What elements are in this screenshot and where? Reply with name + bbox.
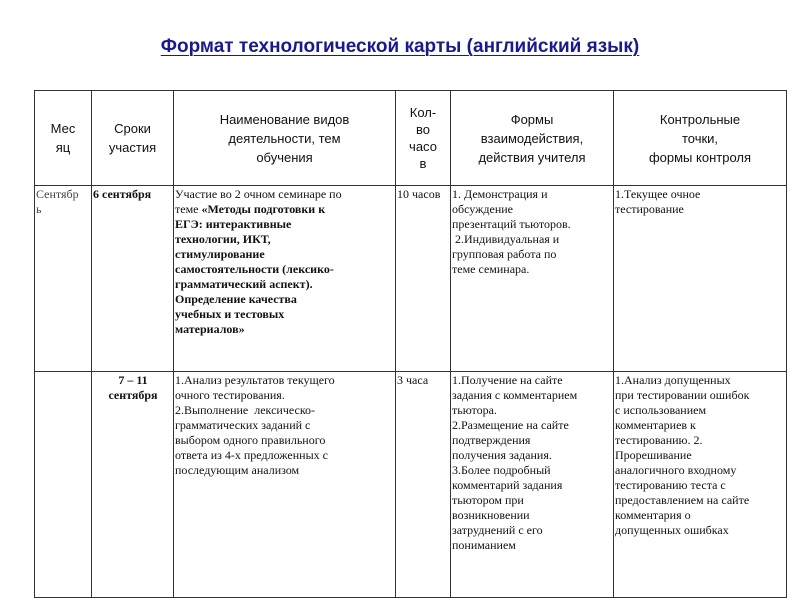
cell-control: 1.Анализ допущенных при тестировании ошибок с использованием комментариев к тестированию. 2. Прорешивание аналогичного входному тестированию теста с предоставлением на сайте комментария о допущенных ошибках — [614, 372, 787, 598]
cell-activity: 1.Анализ результатов текущего очного тестирования. 2.Выполнение лексическо- грамматических заданий с выбором одного правильного ответа из 4-х предложенных с последующим анализом — [174, 372, 396, 598]
header-hours: Кол- во часо в — [396, 91, 451, 186]
header-activity: Наименование видов деятельности, тем обучения — [174, 91, 396, 186]
cell-forms: 1.Получение на сайте задания с комментарием тьютора. 2.Размещение на сайте подтверждения получения задания. 3.Более подробный комментарий задания тьютором при возникновении затруднений с его пониманием — [451, 372, 614, 598]
header-dates: Сроки участия — [92, 91, 174, 186]
cell-hours: 3 часа — [396, 372, 451, 598]
header-control: Контрольные точки, формы контроля — [614, 91, 787, 186]
header-month: Мес яц — [35, 91, 92, 186]
activity-text: Участие во 2 очном семинаре по теме — [175, 187, 342, 216]
table-row — [35, 372, 787, 598]
technology-map-table — [34, 90, 787, 598]
cell-month — [35, 372, 92, 598]
cell-forms: 1. Демонстрация и обсуждение презентаций тьюторов. 2.Индивидуальная и групповая работа по теме семинара. — [451, 186, 614, 372]
cell-activity — [174, 186, 396, 372]
page-title: Формат технологической карты (английский язык) — [160, 36, 640, 57]
cell-control: 1.Текущее очное тестирование — [614, 186, 787, 372]
header-forms: Формы взаимодействия, действия учителя — [451, 91, 614, 186]
activity-topic: «Методы подготовки к ЕГЭ: интерактивные технологии, ИКТ, стимулирование самостоятельности (лексико- грамматический аспект). Определение качества учебных и тестовых материалов» — [175, 202, 334, 336]
cell-month: Сентябр ь — [35, 186, 92, 372]
cell-dates: 7 – 11 сентября — [92, 372, 174, 598]
cell-hours: 10 часов — [396, 186, 451, 372]
cell-dates: 6 сентября — [92, 186, 174, 372]
table-header-row — [35, 91, 787, 186]
table-row — [35, 186, 787, 372]
